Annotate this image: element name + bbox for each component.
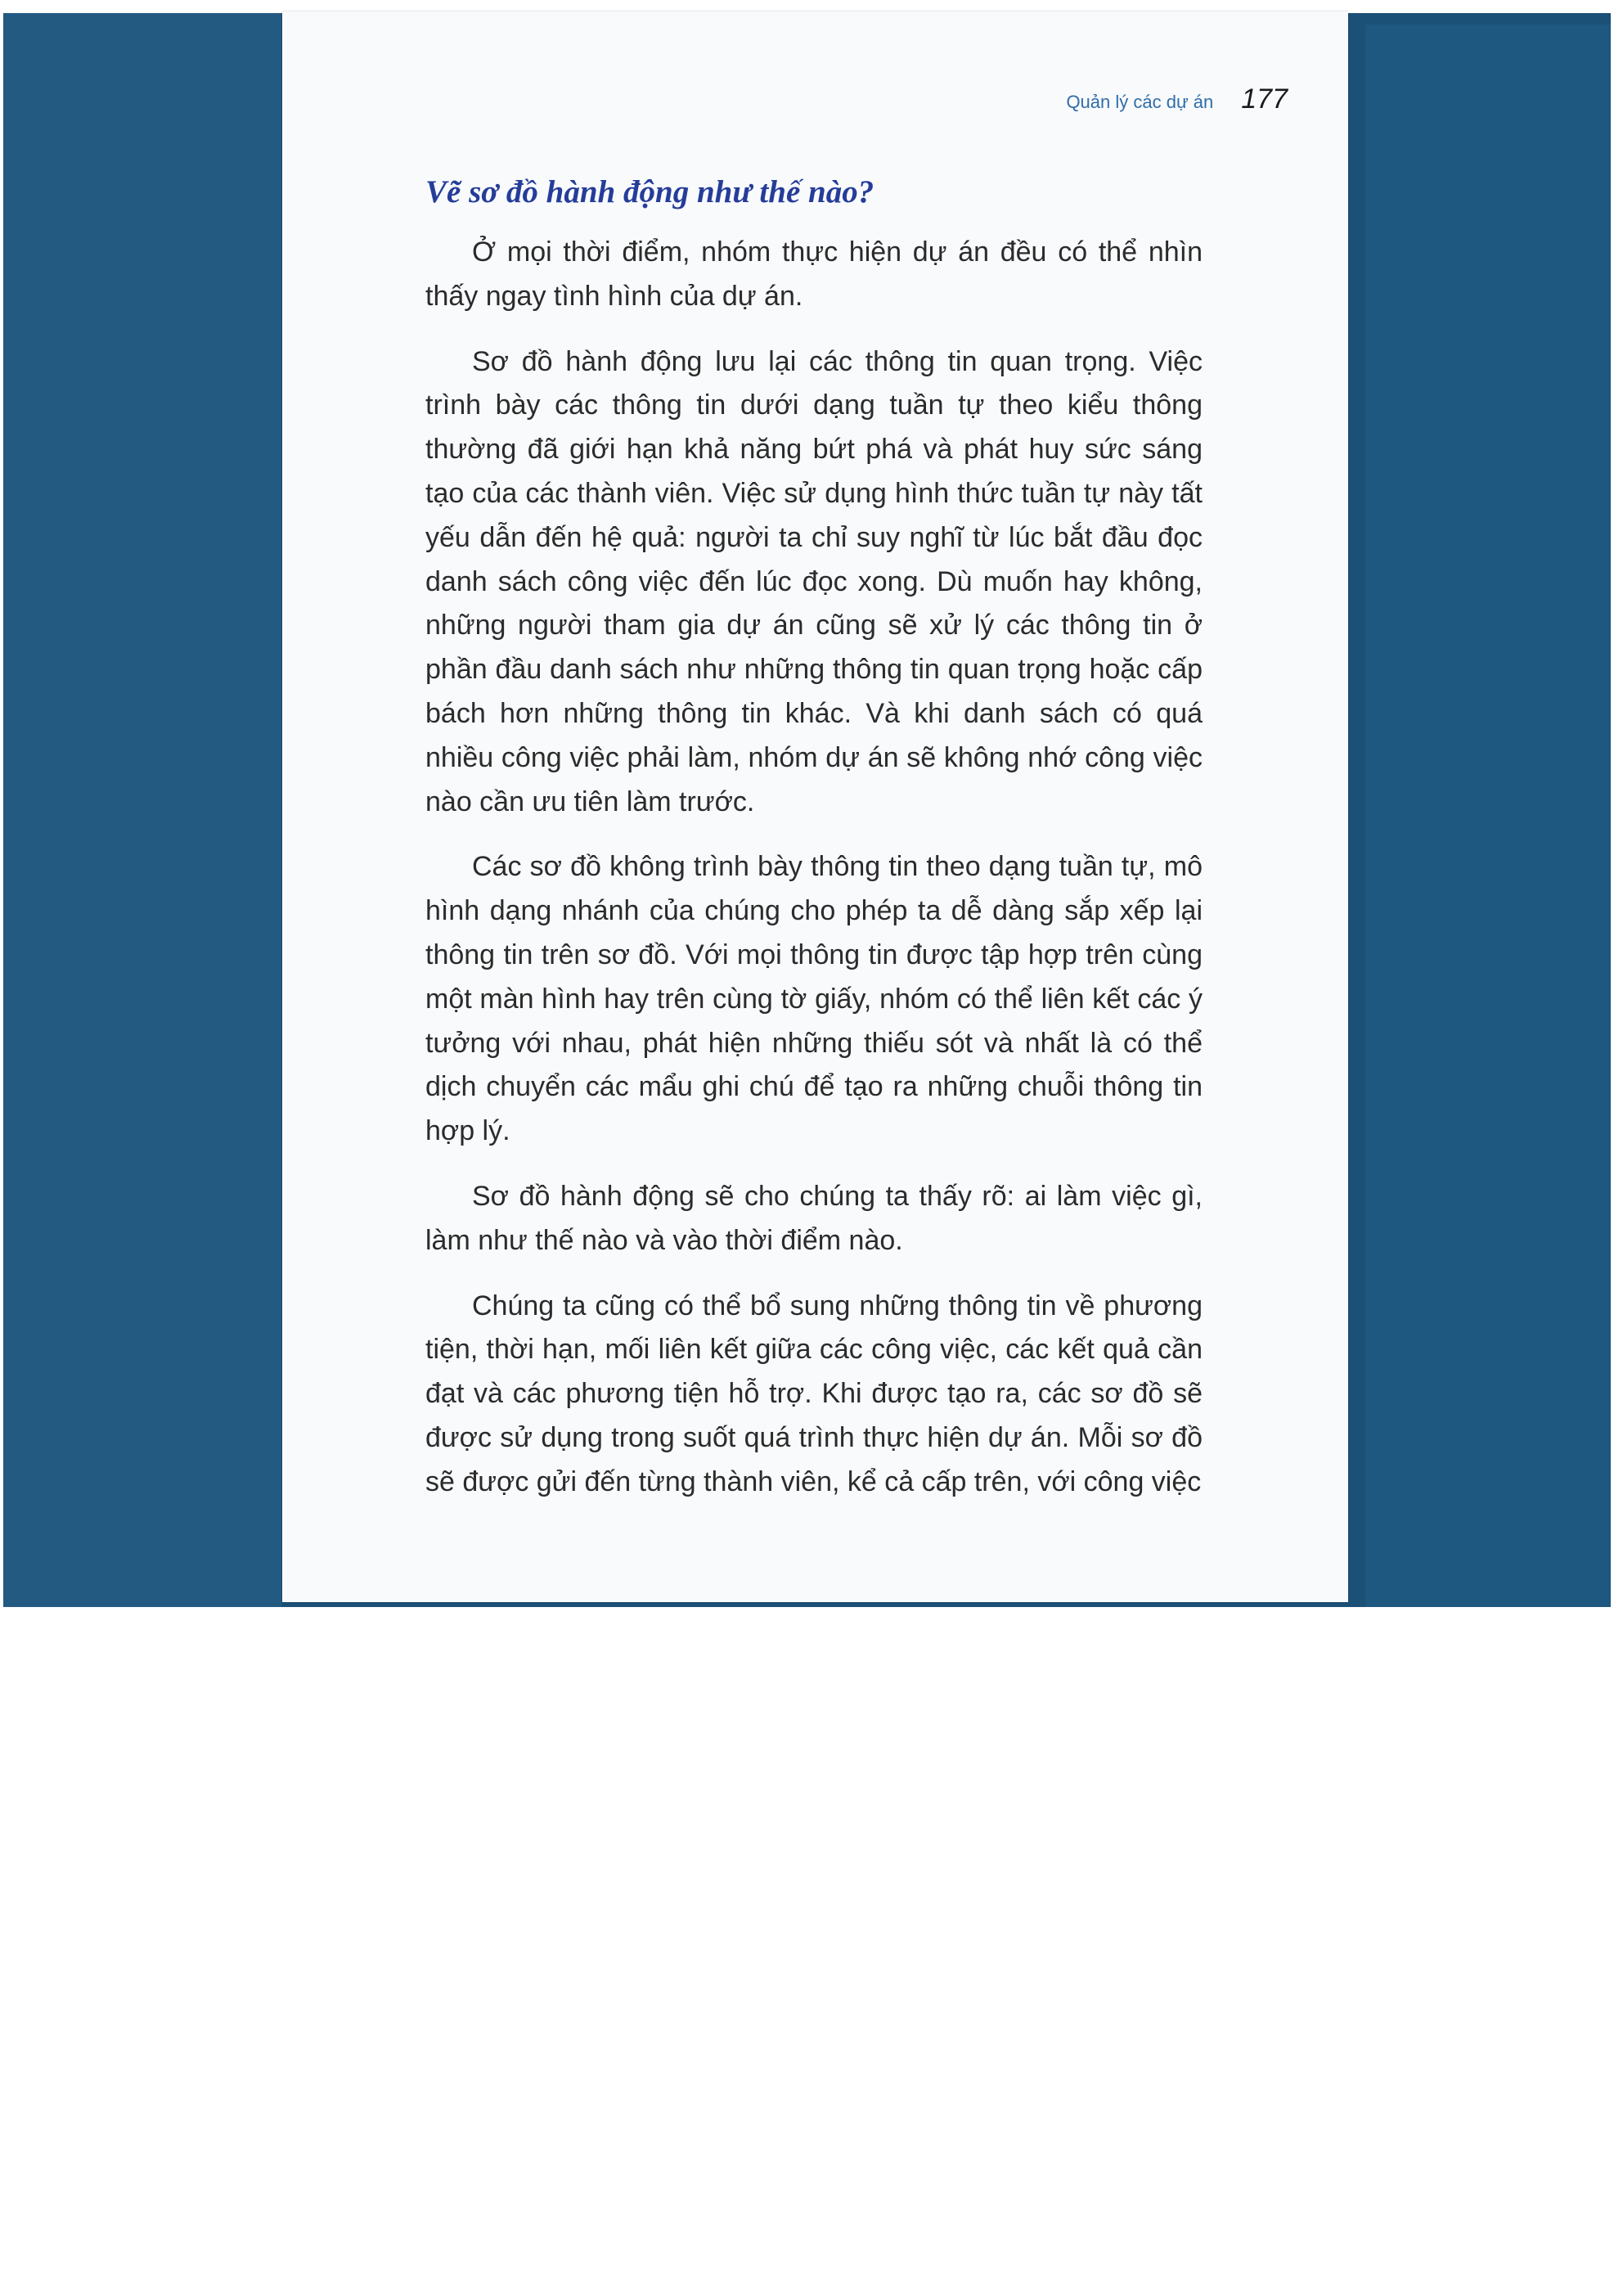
book-page: [282, 11, 1348, 1602]
paragraph: Sơ đồ hành động sẽ cho chúng ta thấy rõ: ai làm việc gì, làm như thế nào và vào thời điểm nào.: [425, 1180, 1203, 1256]
paragraph: Ở mọi thời điểm, nhóm thực hiện dự án đều có thể nhìn thấy ngay tình hình của dự án.: [425, 236, 1203, 312]
running-header: [1066, 83, 1288, 115]
background-right-panel: [1365, 25, 1611, 1607]
paragraph: Sơ đồ hành động lưu lại các thông tin quan trọng. Việc trình bày các thông tin dưới dạng tuần tự theo kiểu thông thường đã giới hạn khả năng bứt phá và phát huy sức sáng tạo của các thành viên. Việc sử dụng hình thức tuần tự này tất yếu dẫn đến hệ quả: người ta chỉ suy nghĩ từ lúc bắt đầu đọc danh sách công việc đến lúc đọc xong. Dù muốn hay không, những người tham gia dự án cũng sẽ xử lý các thông tin ở phần đầu danh sách như những thông tin quan trọng hoặc cấp bách hơn những thông tin khác. Và khi danh sách có quá nhiều công việc phải làm, nhóm dự án sẽ không nhớ công việc nào cần ưu tiên làm trước.: [425, 345, 1203, 817]
running-title: Quản lý các dự án: [1066, 92, 1214, 112]
body-text: [425, 231, 1203, 1526]
page-number: 177: [1241, 83, 1288, 115]
background-left-panel: [3, 13, 281, 1607]
paragraph: Chúng ta cũng có thể bổ sung những thông tin về phương tiện, thời hạn, mối liên kết giữa các công việc, các kết quả cần đạt và các phương tiện hỗ trợ. Khi được tạo ra, các sơ đồ sẽ được sử dụng trong suốt quá trình thực hiện dự án. Mỗi sơ đồ sẽ được gửi đến từng thành viên, kể cả cấp trên, với công việc: [425, 1290, 1203, 1497]
paragraph: Các sơ đồ không trình bày thông tin theo dạng tuần tự, mô hình dạng nhánh của chúng cho phép ta dễ dàng sắp xếp lại thông tin trên sơ đồ. Với mọi thông tin được tập hợp trên cùng một màn hình hay trên cùng tờ giấy, nhóm có thể liên kết các ý tưởng với nhau, phát hiện những thiếu sót và nhất là có thể dịch chuyển các mẩu ghi chú để tạo ra những chuỗi thông tin hợp lý.: [425, 851, 1203, 1147]
section-heading: Vẽ sơ đồ hành động như thế nào?: [425, 174, 874, 209]
